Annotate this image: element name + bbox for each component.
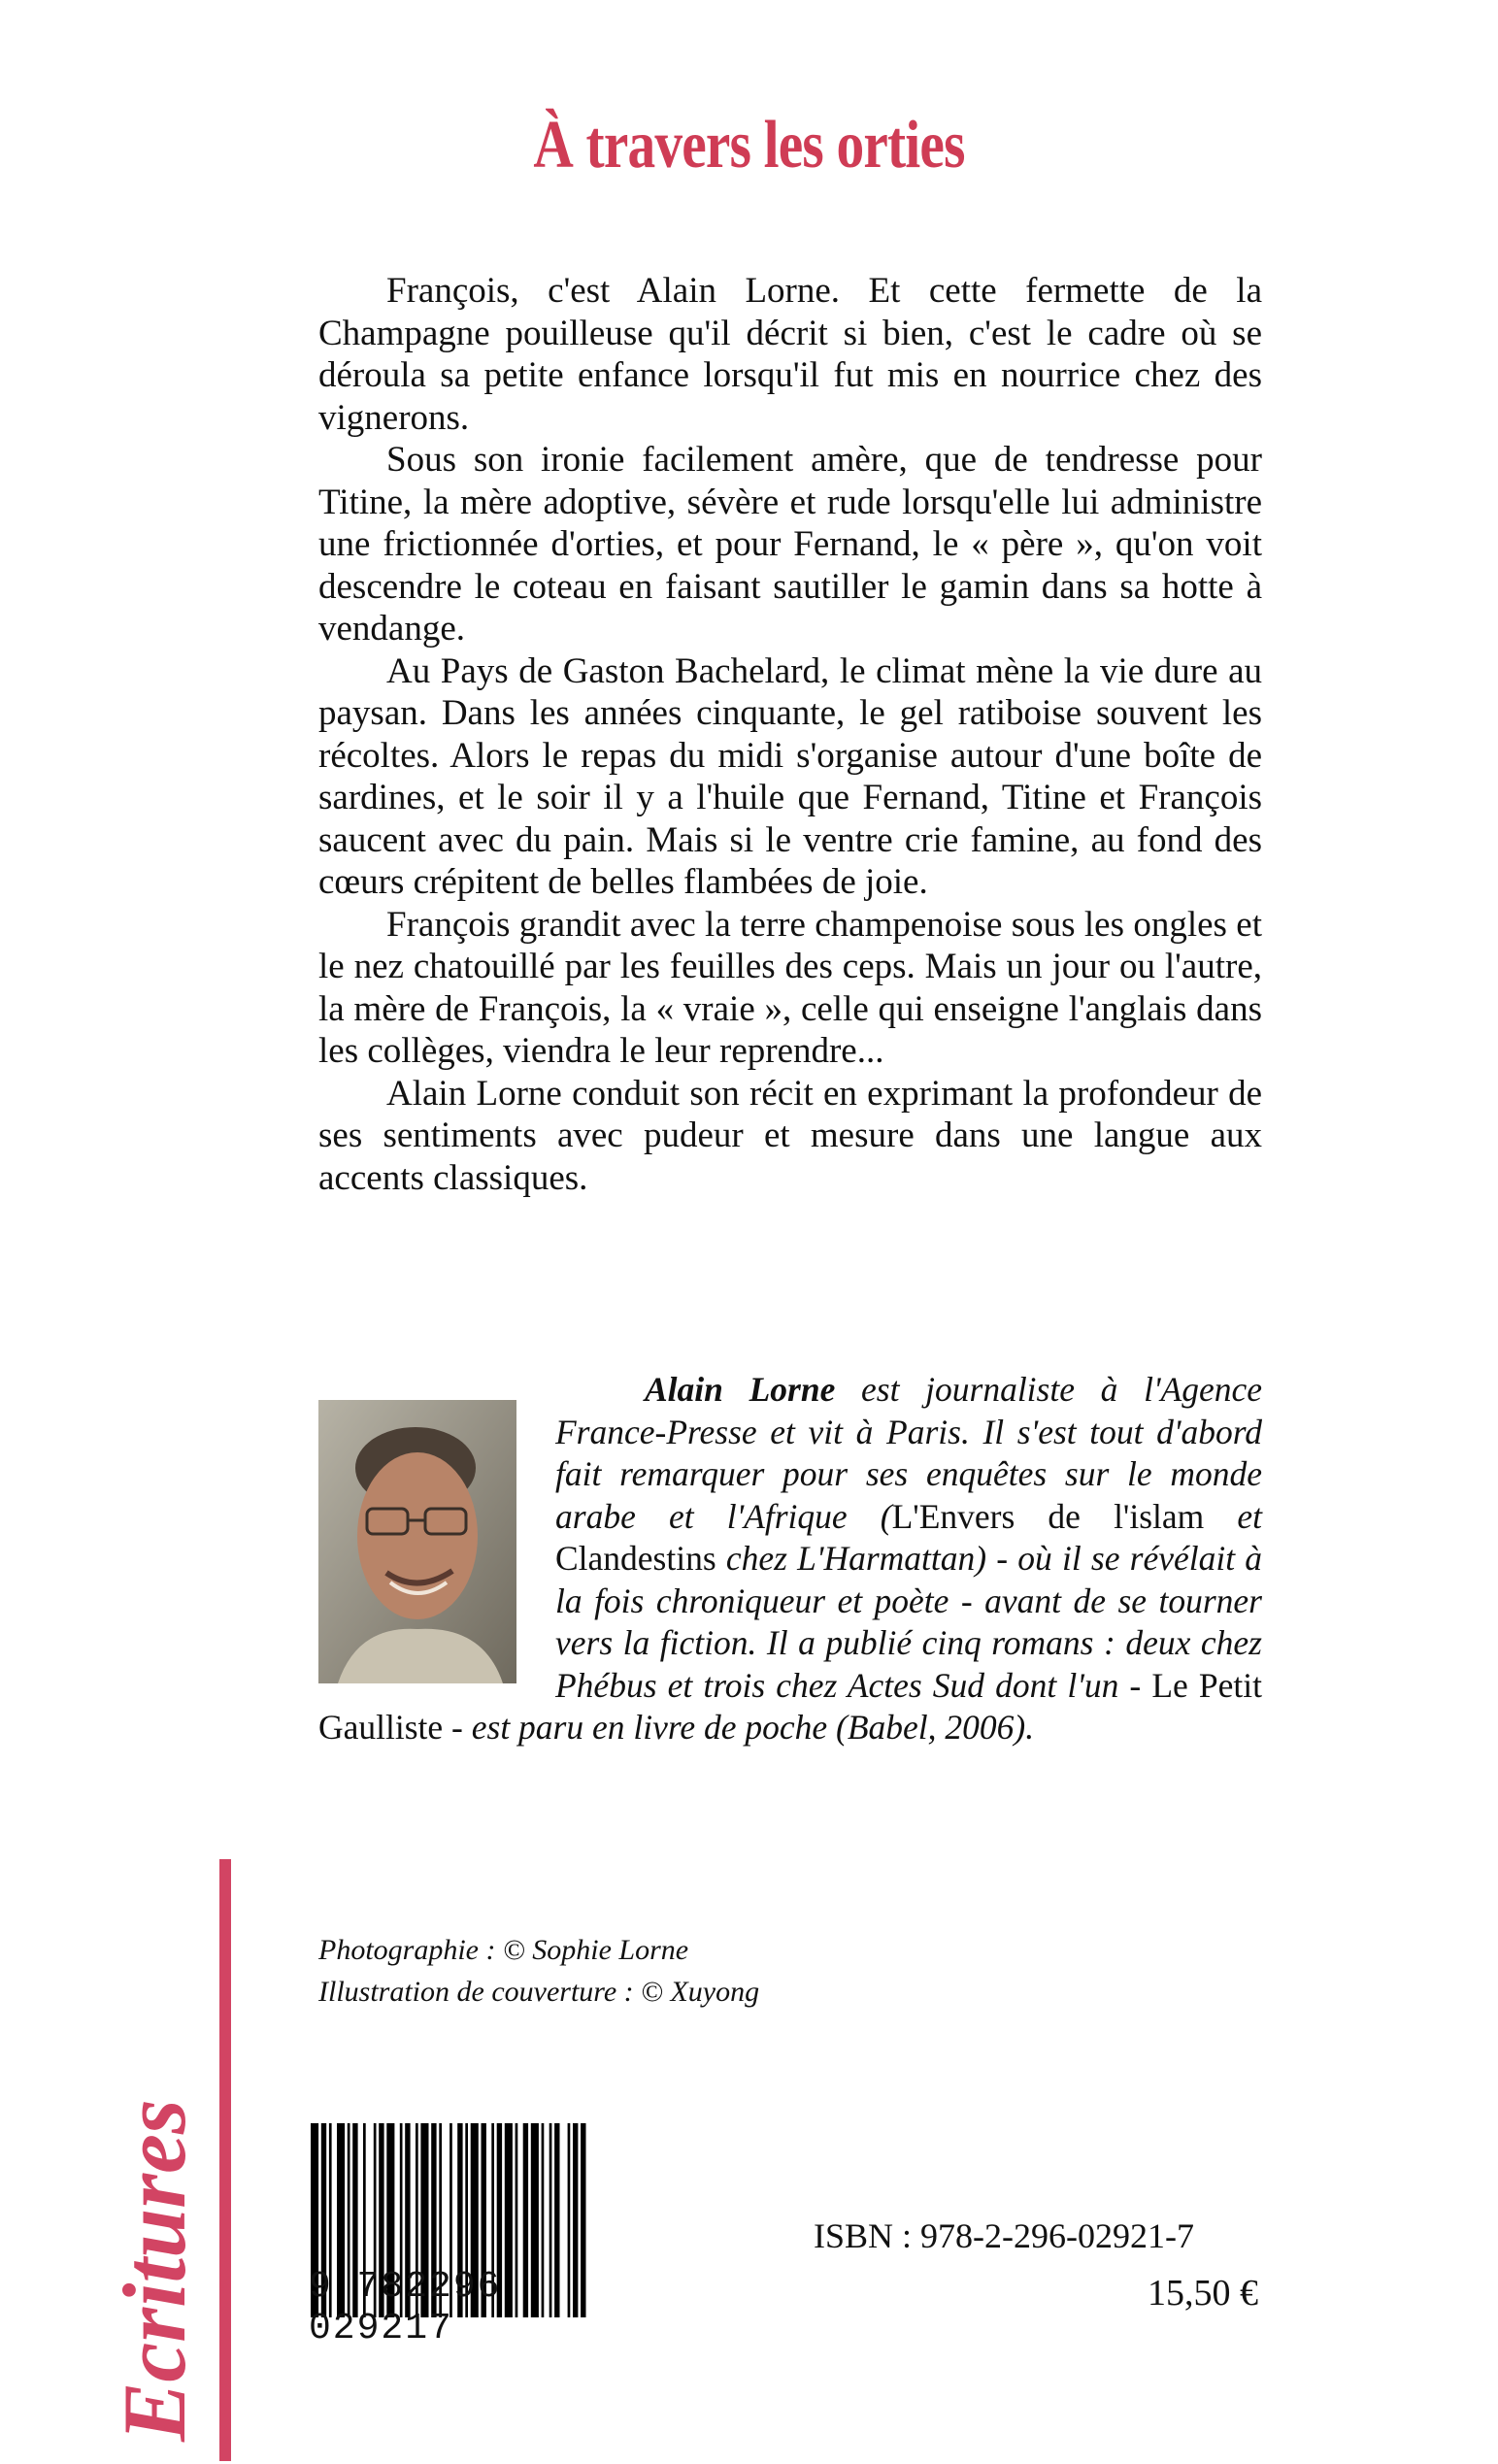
bio-text: et (1204, 1496, 1263, 1536)
summary-paragraph: François, c'est Alain Lorne. Et cette fermette de la Champagne pouilleuse qu'il décrit si bien, c'est le cadre où se déroula sa petite enfance lorsqu'il fut mis en nourrice chez des vignerons. (318, 271, 1262, 438)
author-bio (318, 1369, 1262, 1749)
summary-paragraph: Au Pays de Gaston Bachelard, le climat mène la vie dure au paysan. Dans les années cinquante, le gel ratiboise souvent les récoltes. Alors le repas du midi s'organise autour d'une boîte de sardines, et le soir il y a l'huile que Fernand, Titine et François saucent avec du pain. Mais si le ventre crie famine, au fond des cœurs crépitent de belles flambées de joie. (318, 650, 1262, 902)
bio-text: - est paru en livre de poche (Babel, 2006). (443, 1708, 1035, 1747)
author-photo (318, 1400, 516, 1683)
bio-text: est journaliste à l'Agence France-Presse et vit à Paris. Il s'est tout d'abord fait remarquer pour ses enquêtes sur le monde arabe et l'Afrique ( (555, 1370, 1263, 1536)
book-reference: L'Envers de l'islam (891, 1496, 1205, 1536)
book-reference: Le Petit Gaulliste (318, 1665, 1262, 1747)
credits (318, 1929, 759, 2013)
isbn: ISBN : 978-2-296-02921-7 (814, 2216, 1194, 2255)
price: 15,50 € (1148, 2273, 1258, 2314)
photo-credit: Photographie : © Sophie Lorne (318, 1934, 689, 1966)
summary-paragraph: Sous son ironie facilement amère, que de tendresse pour Titine, la mère adoptive, sévère et rude lorsqu'elle lui administre une frictionnée d'orties, et pour Fernand, le « père », qu'on voit descendre le coteau en faisant sautiller le gamin dans sa hotte à vendange. (318, 440, 1262, 649)
book-reference: Clandestins (555, 1539, 716, 1578)
summary-paragraph: François grandit avec la terre champenoise sous les ongles et le nez chatouillé par les feuilles des ceps. Mais un jour ou l'autre, la mère de François, la « vraie », celle qui enseigne l'anglais dans les collèges, viendra le leur reprendre... (318, 904, 1262, 1071)
author-name: Alain Lorne (645, 1370, 836, 1409)
logo-text: Ecritures (105, 2099, 204, 2442)
summary-paragraph: Alain Lorne conduit son récit en exprimant la profondeur de ses sentiments avec pudeur et mesure dans une langue aux accents classiques. (318, 1073, 1262, 1198)
book-title: À travers les orties (533, 108, 965, 183)
summary-text (318, 270, 1262, 1199)
publisher-logo (105, 1859, 262, 2461)
illustration-credit: Illustration de couverture : © Xuyong (318, 1976, 760, 2008)
bio-text: chez L'Harmattan) - où il se révélait à la fois chroniqueur et poète - avant de se tourner vers la fiction. Il a publié cinq romans : deux chez Phébus et trois chez Actes Sud dont l'un - (555, 1539, 1262, 1705)
barcode-digits: 9 782296 029217 (309, 2266, 502, 2349)
